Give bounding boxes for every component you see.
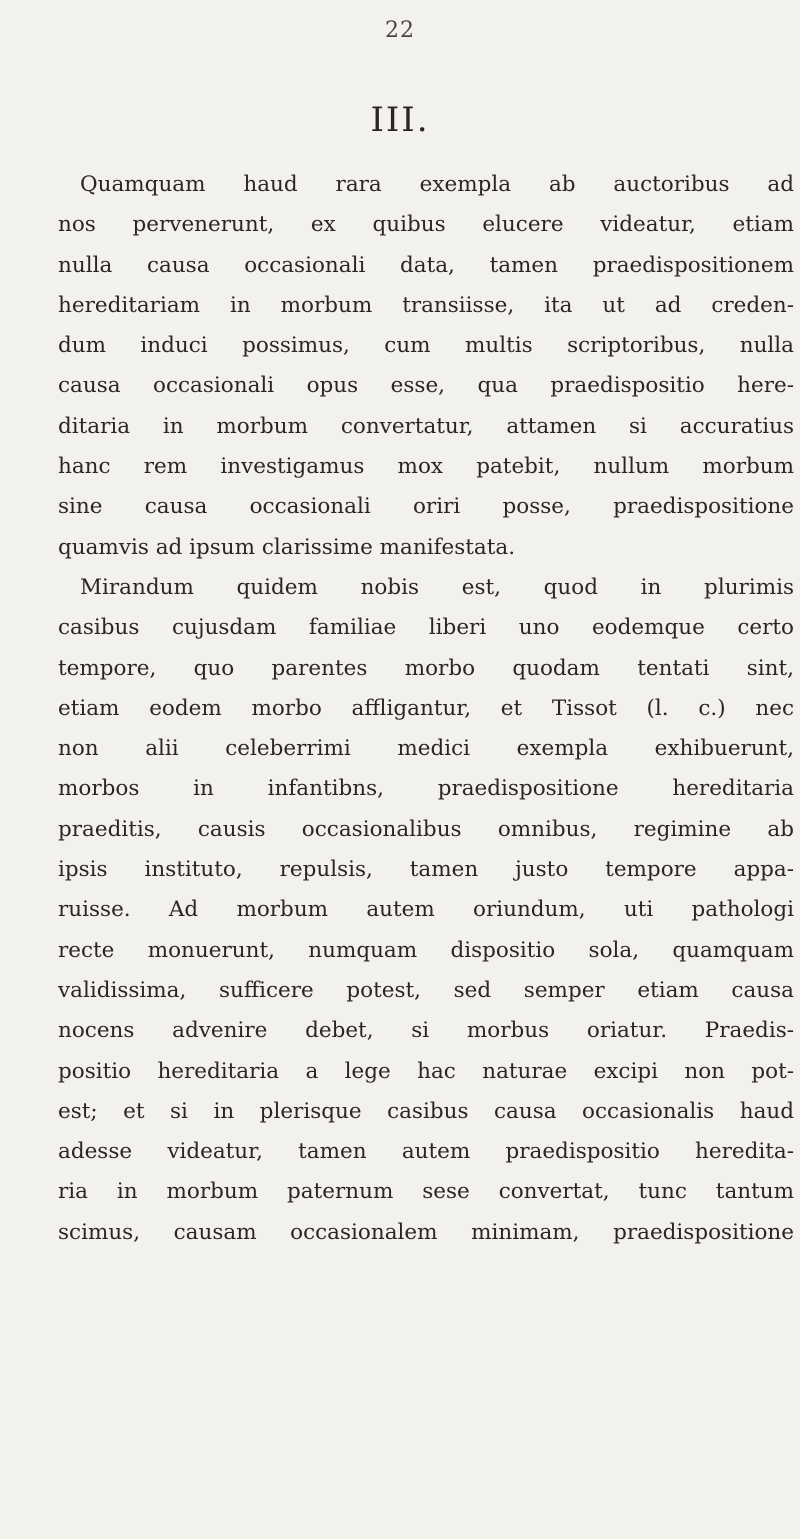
text-line: Quamquam haud rara exempla ab auctoribus ad — [80, 172, 794, 197]
section-heading: III. — [370, 100, 430, 140]
text-line: ruisse. Ad morbum autem oriundum, uti pathologi — [58, 897, 794, 923]
text-line: nocens advenire debet, si morbus oriatur. Praedis- — [58, 1018, 794, 1044]
text-line: dum induci possimus, cum multis scriptoribus, nulla — [58, 333, 794, 359]
text-line: adesse videatur, tamen autem praedispositio heredita- — [58, 1139, 794, 1165]
text-line: etiam eodem morbo affligantur, et Tissot (l. c.) nec — [58, 695, 794, 721]
text-line: ditaria in morbum convertatur, attamen si accuratius — [58, 413, 794, 439]
text-line: morbos in infantibns, praedispositione hereditaria — [58, 776, 794, 802]
text-line: quamvis ad ipsum clarissime manifestata. — [58, 534, 516, 560]
text-line: nulla causa occasionali data, tamen praedispositionem — [58, 252, 794, 278]
text-line: causa occasionali opus esse, qua praedispositio here- — [58, 373, 794, 399]
text-line: casibus cujusdam familiae liberi uno eodemque certo — [58, 615, 794, 641]
body-text — [58, 165, 794, 1253]
page-number: 22 — [385, 18, 415, 43]
text-line: validissima, sufficere potest, sed semper etiam causa — [58, 977, 794, 1003]
text-line: hereditariam in morbum transiisse, ita ut ad creden- — [58, 292, 794, 318]
text-line: praeditis, causis occasionalibus omnibus, regimine ab — [58, 816, 794, 842]
text-line: sine causa occasionali oriri posse, praedispositione — [58, 494, 794, 520]
text-line: tempore, quo parentes morbo quodam tentati sint, — [58, 655, 794, 681]
text-line: Mirandum quidem nobis est, quod in plurimis — [80, 574, 794, 600]
text-line: scimus, causam occasionalem minimam, praedispositione — [58, 1219, 794, 1245]
text-line: non alii celeberrimi medici exempla exhibuerunt, — [58, 736, 794, 762]
text-line: nos pervenerunt, ex quibus elucere videatur, etiam — [58, 212, 794, 238]
text-line: ria in morbum paternum sese convertat, tunc tantum — [58, 1179, 794, 1205]
text-line: ipsis instituto, repulsis, tamen justo tempore appa- — [58, 857, 794, 883]
text-line: positio hereditaria a lege hac naturae excipi non pot- — [58, 1058, 794, 1084]
text-line: hanc rem investigamus mox patebit, nullum morbum — [58, 454, 794, 480]
text-line: est; et si in plerisque casibus causa occasionalis haud — [58, 1098, 794, 1124]
text-line: recte monuerunt, numquam dispositio sola, quamquam — [58, 937, 794, 963]
